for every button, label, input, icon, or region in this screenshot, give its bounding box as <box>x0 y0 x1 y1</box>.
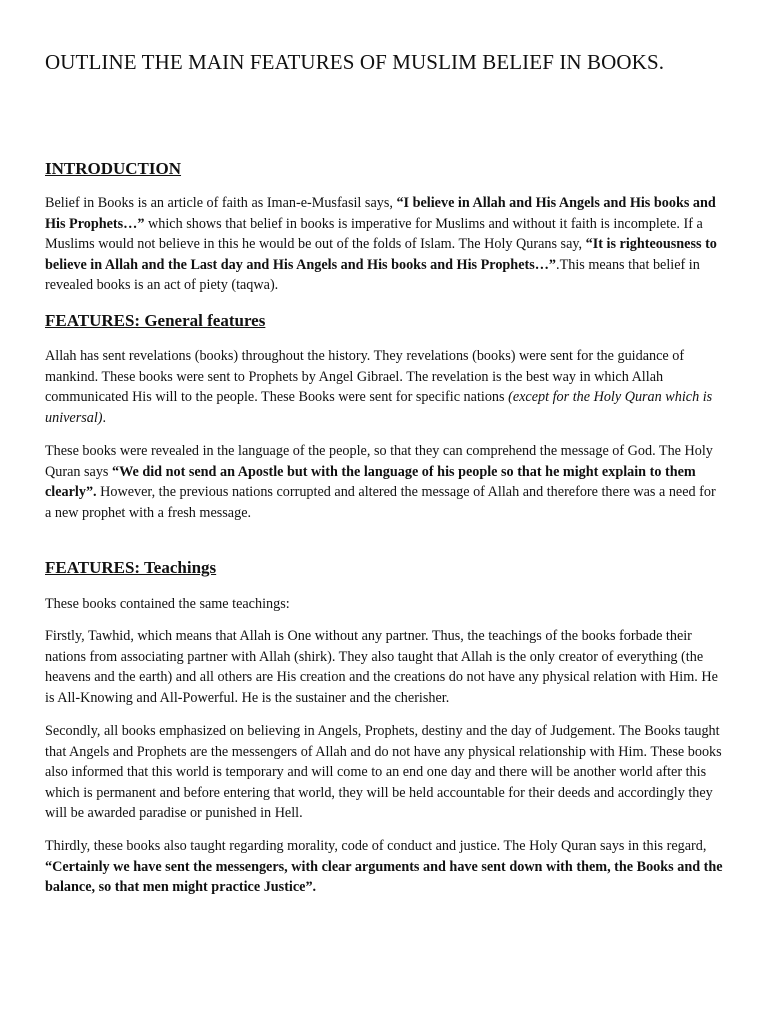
general-quote-quran: “We did not send an Apostle but with the language of his people so that he might explain to them clearly”. <box>45 463 696 500</box>
general-features-heading: FEATURES: General features <box>45 311 266 330</box>
teachings-heading: FEATURES: Teachings <box>45 558 217 577</box>
teachings-intro-paragraph: These books contained the same teachings: <box>45 596 290 612</box>
document-title: OUTLINE THE MAIN FEATURES OF MUSLIM BELIEF IN BOOKS. <box>45 50 665 74</box>
introduction-heading: INTRODUCTION <box>45 159 182 178</box>
general-text-3: These books were revealed in the language of the people, so that they can comprehend the message of God. The Holy Quran says <box>45 443 713 480</box>
introduction-paragraph <box>45 193 725 296</box>
intro-quote-iman: “I believe in Allah and His Angels and His books and His Prophets…” <box>45 195 716 232</box>
general-text-1: Allah has sent revelations (books) throughout the history. They revelations (books) were sent for the guidance of mankind. These books were sent to Prophets by Angel Gibrael. The revelation is the best way in which Allah communicated His will to the people. These Books were sent for specific nations <box>45 348 685 405</box>
general-text-2: . <box>102 409 107 426</box>
intro-text-1: Belief in Books is an article of faith as Iman-e-Musfasil says, <box>45 195 397 211</box>
intro-quote-quran: “It is righteousness to believe in Allah and the Last day and His Angels and His books and His Prophets…” <box>45 236 717 273</box>
intro-text-3: .This means that belief in revealed books is an act of piety (taqwa). <box>45 256 700 293</box>
teachings-paragraph-tawhid: Firstly, Tawhid, which means that Allah is One without any partner. Thus, the teachings of the books forbade their nations from associating partner with Allah (shirk). They also taught that Allah is the only creator of everything (the heavens and the earth) and all others are His creation and the creations do not have any physical relation with Him. He is All-Knowing and All-Powerful. He is the sustainer and the cherisher. <box>45 628 718 706</box>
intro-text-2: which shows that belief in books is imperative for Muslims and without it faith is incomplete. If a Muslims would not believe in this he would be out of the folds of Islam. The Holy Qurans say, <box>45 215 703 252</box>
general-features-paragraph-1 <box>45 346 725 428</box>
teachings-paragraph-angels: Secondly, all books emphasized on believing in Angels, Prophets, destiny and the day of Judgement. The Books taught that Angels and Prophets are the messengers of Allah and do not have any physical relationship with Him. These books also informed that this world is temporary and will come to an end one day and there will be another world after this which is permanent and before entering that world, they will be held accountable for their deeds and accordingly they will be awarded paradise or punished in Hell. <box>45 723 722 821</box>
teachings-quote-quran: “Certainly we have sent the messengers, with clear arguments and have sent down with them, the Books and the balance, so that men might practice Justice”. <box>45 858 723 895</box>
general-italic-note: (except for the Holy Quran which is universal) <box>45 389 713 426</box>
teachings-paragraph-morality <box>45 836 725 898</box>
general-text-4: However, the previous nations corrupted and altered the message of Allah and therefore there was a need for a new prophet with a fresh message. <box>45 484 716 521</box>
general-features-paragraph-2 <box>45 441 725 523</box>
teachings-text-1: Thirdly, these books also taught regarding morality, code of conduct and justice. The Holy Quran says in this regard, <box>45 838 707 854</box>
